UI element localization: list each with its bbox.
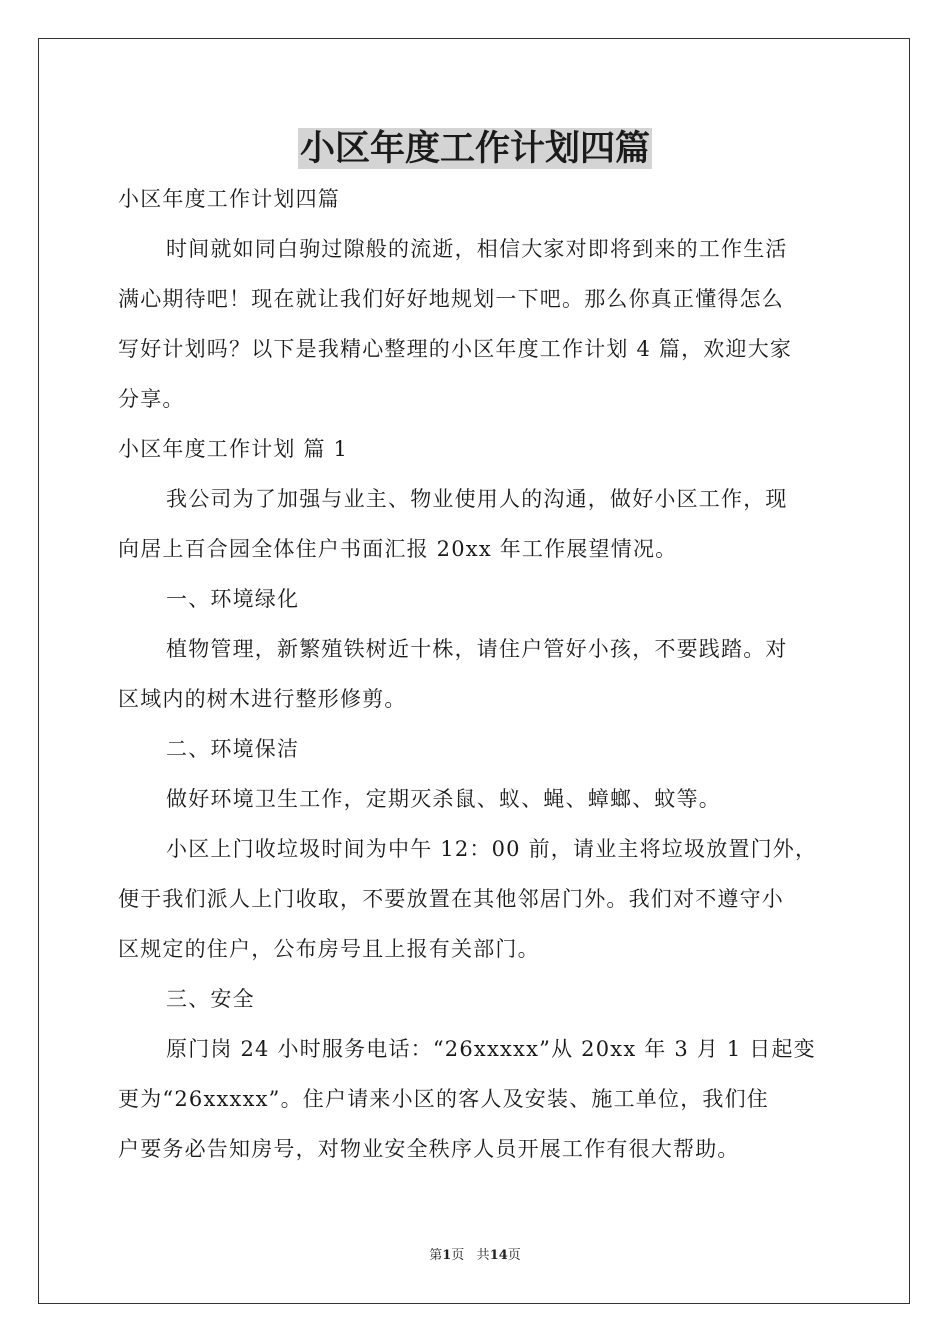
document-body xyxy=(118,174,834,1174)
body-line: 写好计划吗？以下是我精心整理的小区年度工作计划 4 篇，欢迎大家 xyxy=(118,337,793,361)
body-line: 三、安全 xyxy=(166,987,255,1011)
body-line: 我公司为了加强与业主、物业使用人的沟通，做好小区工作，现 xyxy=(166,487,788,511)
footer-total-suffix: 页 xyxy=(507,1248,521,1263)
footer-total-pages: 14 xyxy=(489,1248,508,1263)
body-line: 小区年度工作计划四篇 xyxy=(118,187,340,211)
body-line: 向居上百合园全体住户书面汇报 20xx 年工作展望情况。 xyxy=(118,537,678,561)
body-line: 时间就如同白驹过隙般的流逝，相信大家对即将到来的工作生活 xyxy=(166,237,788,261)
body-line: 满心期待吧！现在就让我们好好地规划一下吧。那么你真正懂得怎么 xyxy=(118,287,784,311)
body-line: 区域内的树木进行整形修剪。 xyxy=(118,687,407,711)
body-line: 一、环境绿化 xyxy=(166,587,300,611)
body-line: 更为“26xxxxx”。住户请来小区的客人及安装、施工单位，我们住 xyxy=(118,1087,770,1111)
footer-prefix: 第 xyxy=(429,1248,443,1263)
body-line: 便于我们派人上门收取，不要放置在其他邻居门外。我们对不遵守小 xyxy=(118,887,784,911)
body-line: 原门岗 24 小时服务电话：“26xxxxx”从 20xx 年 3 月 1 日起变 xyxy=(166,1037,816,1061)
body-line: 小区年度工作计划 篇 1 xyxy=(118,437,349,461)
body-line: 分享。 xyxy=(118,387,185,411)
body-line: 户要务必告知房号，对物业安全秩序人员开展工作有很大帮助。 xyxy=(118,1137,740,1161)
page-footer xyxy=(0,1246,950,1266)
footer-current-page: 1 xyxy=(442,1248,452,1263)
body-line: 二、环境保洁 xyxy=(166,737,300,761)
body-line: 区规定的住户，公布房号且上报有关部门。 xyxy=(118,937,540,961)
document-title-text: 小区年度工作计划四篇 xyxy=(299,128,650,169)
body-line: 植物管理，新繁殖铁树近十株，请住户管好小孩，不要践踏。对 xyxy=(166,637,788,661)
body-line: 做好环境卫生工作，定期灭杀鼠、蚁、蝇、蟑螂、蚊等。 xyxy=(166,787,721,811)
body-line: 小区上门收垃圾时间为中午 12：00 前，请业主将垃圾放置门外， xyxy=(166,837,818,861)
footer-total-prefix: 共 xyxy=(476,1248,490,1263)
document-title xyxy=(0,124,950,174)
footer-page-label: 页 xyxy=(451,1248,465,1263)
